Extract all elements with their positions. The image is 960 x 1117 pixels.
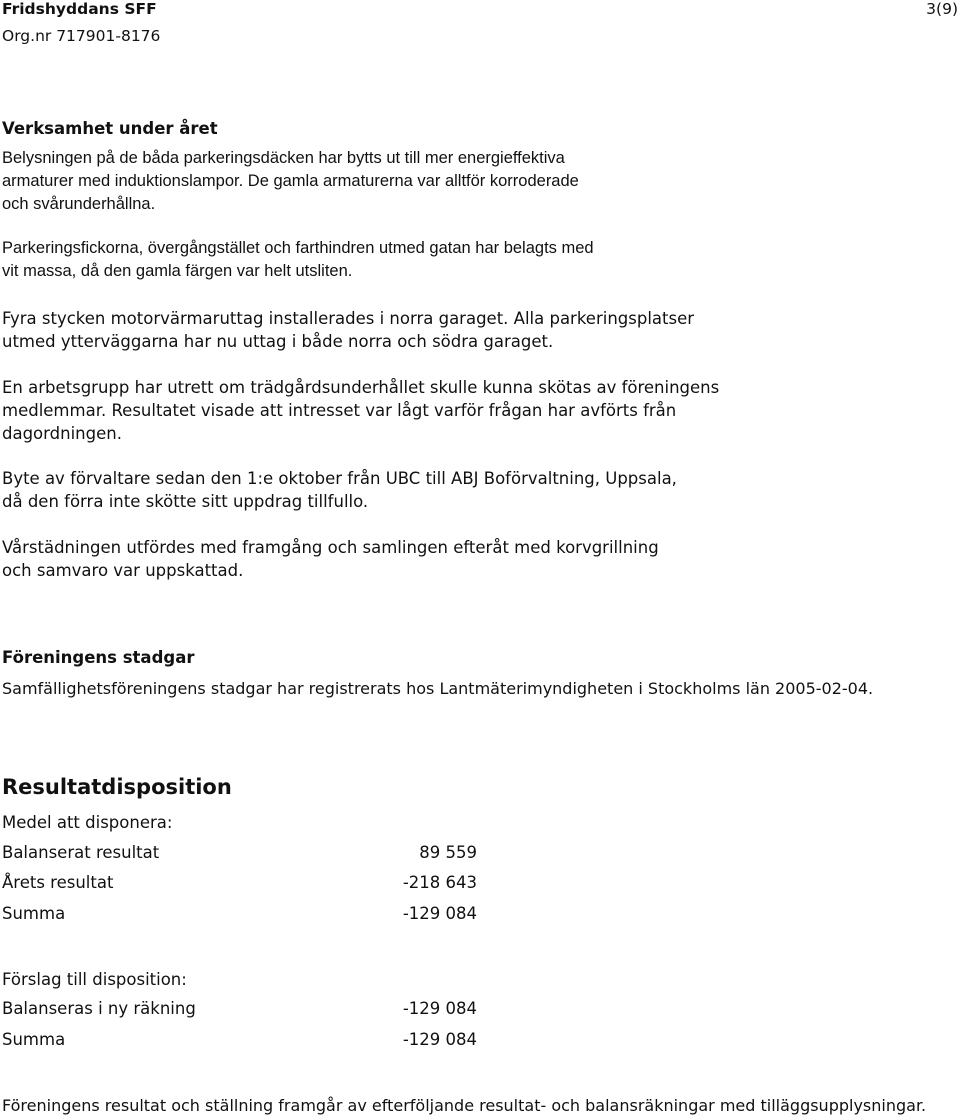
line: då den förra inte skötte sitt uppdrag tillfullo. bbox=[2, 492, 369, 511]
verksamhet-paragraph-2 bbox=[2, 237, 594, 283]
line: Parkeringsfickorna, övergångstället och farthindren utmed gatan har belagts med bbox=[2, 239, 594, 257]
verksamhet-paragraph-5 bbox=[2, 467, 677, 513]
row-label: Summa bbox=[2, 904, 66, 923]
line: Byte av förvaltare sedan den 1:e oktober från UBC till ABJ Boförvaltning, Uppsala, bbox=[2, 469, 677, 488]
verksamhet-paragraph-4 bbox=[2, 376, 719, 445]
footer-text: Föreningens resultat och ställning framgår av efterföljande resultat- och balansräkningar med tilläggsupplysningar. bbox=[2, 1096, 927, 1115]
row-label: Årets resultat bbox=[2, 873, 114, 892]
verksamhet-paragraph-6 bbox=[2, 536, 659, 582]
org-name: Fridshyddans SFF bbox=[2, 0, 157, 18]
line: och svårunderhållna. bbox=[2, 195, 156, 213]
line: utmed ytterväggarna har nu uttag i både norra och södra garaget. bbox=[2, 332, 554, 351]
row-value: -129 084 bbox=[402, 1030, 477, 1049]
medel-label: Medel att disponera: bbox=[2, 813, 173, 832]
forslag-label: Förslag till disposition: bbox=[2, 970, 187, 989]
line: vit massa, då den gamla färgen var helt utsliten. bbox=[2, 262, 353, 280]
row-label: Balanserat resultat bbox=[2, 843, 160, 862]
row-value: -129 084 bbox=[402, 904, 477, 923]
resultat-heading: Resultatdisposition bbox=[2, 775, 232, 799]
row-value: -218 643 bbox=[402, 873, 477, 892]
line: En arbetsgrupp har utrett om trädgårdsunderhållet skulle kunna skötas av föreningens bbox=[2, 378, 720, 397]
line: medlemmar. Resultatet visade att intresset var lågt varför frågan har avförts från bbox=[2, 401, 677, 420]
verksamhet-paragraph-3 bbox=[2, 307, 694, 353]
stadgar-heading: Föreningens stadgar bbox=[2, 648, 195, 667]
stadgar-text: Samfällighetsföreningens stadgar har registrerats hos Lantmäterimyndigheten i Stockholms län 2005-02-04. bbox=[2, 679, 874, 698]
row-label: Summa bbox=[2, 1030, 66, 1049]
line: armaturer med induktionslampor. De gamla armaturerna var alltför korroderade bbox=[2, 172, 579, 190]
line: Belysningen på de båda parkeringsdäcken har bytts ut till mer energieffektiva bbox=[2, 149, 565, 167]
page-number: 3(9) bbox=[926, 0, 958, 18]
row-value: 89 559 bbox=[419, 843, 477, 862]
line: Vårstädningen utfördes med framgång och samlingen efteråt med korvgrillning bbox=[2, 538, 659, 557]
row-value: -129 084 bbox=[402, 999, 477, 1018]
line: och samvaro var uppskattad. bbox=[2, 561, 244, 580]
verksamhet-paragraph-1 bbox=[2, 147, 579, 216]
line: Fyra stycken motorvärmaruttag installerades i norra garaget. Alla parkeringsplatser bbox=[2, 309, 695, 328]
org-number: Org.nr 717901-8176 bbox=[2, 27, 161, 45]
verksamhet-heading: Verksamhet under året bbox=[2, 119, 218, 138]
line: dagordningen. bbox=[2, 424, 122, 443]
row-label: Balanseras i ny räkning bbox=[2, 999, 196, 1018]
